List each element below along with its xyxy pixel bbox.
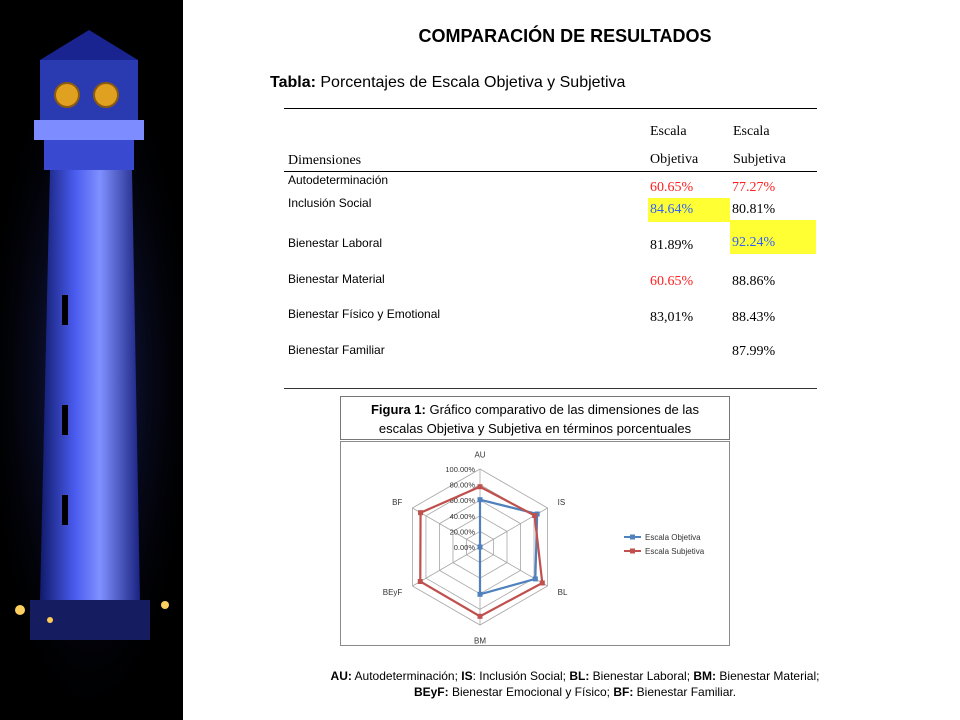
row-dimension: Autodeterminación <box>288 173 389 187</box>
footnote-line-1 <box>200 668 950 684</box>
radar-tick-label: 40.00% <box>449 511 475 521</box>
table-caption <box>270 74 625 92</box>
footnote-text: Bienestar Emocional y Físico; <box>448 685 614 699</box>
footnote-text: Bienestar Laboral; <box>589 669 694 683</box>
radar-axis-label: BEyF <box>382 587 403 597</box>
footnote-abbrev: IS <box>461 669 473 683</box>
radar-axis-label: BL <box>557 587 568 597</box>
radar-chart <box>341 442 729 645</box>
footnote-abbrev: BL: <box>569 669 590 683</box>
legend-marker <box>630 549 635 554</box>
header-dimensiones: Dimensiones <box>288 153 362 168</box>
footnote-abbrev: BEyF: <box>413 685 449 699</box>
clock-tower-photo <box>0 0 183 720</box>
row-objetiva-value: 81.89% <box>650 238 694 253</box>
footnote-abbrev: BF: <box>613 685 634 699</box>
radar-tick-label: 100.00% <box>445 465 475 474</box>
header-objetiva-line1: Escala <box>650 124 687 139</box>
legend-entry: Escala Objetiva <box>645 533 701 542</box>
radar-series-point <box>533 576 538 581</box>
slide-title: COMPARACIÓN DE RESULTADOS <box>418 26 712 46</box>
legend-entry: Escala Subjetiva <box>645 547 705 556</box>
figure-caption-line2: escalas Objetiva y Subjetiva en términos porcentuales <box>378 421 692 436</box>
row-dimension: Bienestar Laboral <box>288 236 383 250</box>
header-subjetiva-line2: Subjetiva <box>733 152 786 167</box>
table-caption-text: Porcentajes de Escala Objetiva y Subjetiva <box>315 74 626 91</box>
row-objetiva-value: 84.64% <box>648 198 730 222</box>
row-dimension: Bienestar Material <box>288 272 385 286</box>
footnote-text: Bienestar Familiar. <box>633 685 737 699</box>
footnote <box>200 668 950 700</box>
radar-tick-label: 0.00% <box>453 543 475 552</box>
row-objetiva-value: 60.65% <box>650 180 694 195</box>
radar-series-line <box>480 500 537 595</box>
radar-axis-label: BF <box>392 498 403 508</box>
figure-caption <box>340 396 730 440</box>
radar-axis-label: BM <box>474 636 486 645</box>
row-dimension: Bienestar Físico y Emotional <box>288 307 441 321</box>
row-objetiva-value <box>648 340 730 364</box>
row-subjetiva-value: 88.86% <box>732 274 776 289</box>
table-bottom-rule <box>284 388 817 389</box>
footnote-abbrev: BM: <box>693 669 717 683</box>
footnote-line-2 <box>200 684 950 700</box>
table-caption-label: Tabla: <box>270 74 316 91</box>
header-subjetiva-line1: Escala <box>733 124 770 139</box>
radar-tick-label: 20.00% <box>449 527 475 537</box>
radar-series-point <box>532 513 537 518</box>
radar-series-point <box>418 579 423 584</box>
row-objetiva-value: 83,01% <box>650 310 694 325</box>
radar-series-point <box>478 614 483 619</box>
radar-tick-label: 80.00% <box>449 480 475 490</box>
results-table <box>284 108 817 390</box>
header-objetiva-line2: Objetiva <box>650 152 699 167</box>
radar-axis-label: AU <box>474 450 486 460</box>
row-dimension: Bienestar Familiar <box>288 343 385 357</box>
legend-marker <box>630 535 635 540</box>
row-subjetiva-value: 77.27% <box>732 180 776 195</box>
radar-chart-frame <box>340 441 730 646</box>
radar-series-point <box>478 545 483 550</box>
table-header-rule <box>284 171 817 172</box>
radar-series-point <box>418 510 423 515</box>
radar-series-point <box>478 484 483 489</box>
row-dimension: Inclusión Social <box>288 196 372 210</box>
radar-series-point <box>540 580 545 585</box>
row-objetiva-value: 60.65% <box>650 274 694 289</box>
figure-caption-line1: Gráfico comparativo de las dimensiones de las <box>425 402 700 417</box>
table-top-rule <box>284 108 817 109</box>
row-subjetiva-value: 87.99% <box>732 344 776 359</box>
radar-series-point <box>478 497 483 502</box>
row-subjetiva-value: 88.43% <box>732 310 776 325</box>
radar-series-point <box>478 592 483 597</box>
row-subjetiva-value: 92.24% <box>730 220 816 254</box>
row-subjetiva-value: 80.81% <box>732 202 776 217</box>
footnote-text: : Inclusión Social; <box>472 669 570 683</box>
radar-axis-label: IS <box>557 498 566 508</box>
footnote-text: Autodeterminación; <box>351 669 462 683</box>
footnote-abbrev: AU: <box>330 669 352 683</box>
footnote-text: Bienestar Material; <box>716 669 820 683</box>
radar-series-line <box>420 487 542 617</box>
figure-caption-label: Figura 1: <box>370 402 426 417</box>
radar-tick-label: 60.00% <box>449 496 475 506</box>
